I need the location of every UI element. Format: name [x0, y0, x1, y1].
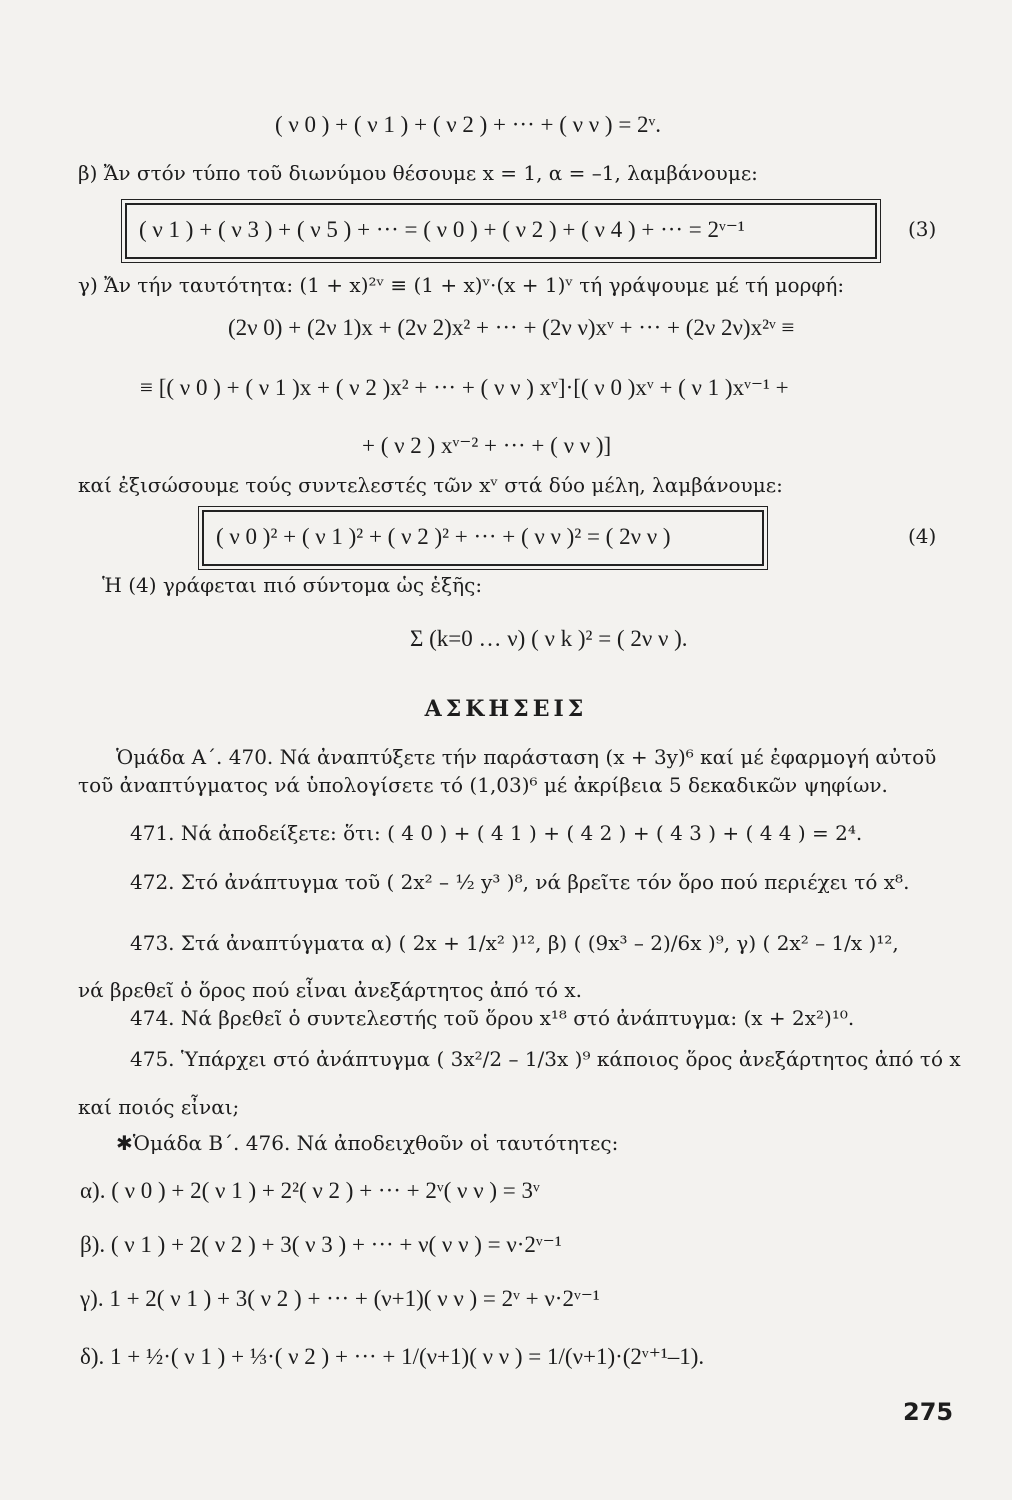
ex-472: 472. Στό ἀνάπτυγμα τοῦ ( 2x² – ½ y³ )⁸, νά βρεῖτε τόν ὅρο πού περιέχει τό x⁸.: [130, 870, 910, 894]
box-4: [202, 510, 764, 566]
ex-471: 471. Νά ἀποδείξετε: ὅτι: ( 4 0 ) + ( 4 1 ) + ( 4 2 ) + ( 4 3 ) + ( 4 4 ) = 2⁴.: [130, 821, 863, 845]
gamma-intro: γ) Ἄν τήν ταυτότητα: (1 + x)²ᵛ ≡ (1 + x)ᵛ·(x + 1)ᵛ τή γράψουμε μέ τή μορφή:: [78, 273, 845, 297]
eq-sigma: Σ (k=0 … ν) ( ν k )² = ( 2ν ν ).: [410, 626, 688, 651]
ex-475: 475. Ὑπάρχει στό ἀνάπτυγμα ( 3x²/2 – 1/3x )⁹ κάποιος ὅρος ἀνεξάρτητος ἀπό τό x: [130, 1047, 961, 1071]
ex-470b: τοῦ ἀναπτύγματος νά ὑπολογίσετε τό (1,03)⁶ μέ ἀκρίβεια 5 δεκαδικῶν ψηφίων.: [78, 773, 888, 797]
eq-expand-2: ≡ [( ν 0 ) + ( ν 1 )x + ( ν 2 )x² + ··· + ( ν ν ) xᵛ]·[( ν 0 )xᵛ + ( ν 1 )xᵛ⁻¹ +: [140, 375, 789, 400]
page-number: 275: [903, 1398, 954, 1426]
ex-473: 473. Στά ἀναπτύγματα α) ( 2x + 1/x² )¹², β) ( (9x³ – 2)/6x )⁹, γ) ( 2x² – 1/x )¹²,: [130, 931, 899, 955]
eq-expand-1: (2ν 0) + (2ν 1)x + (2ν 2)x² + ··· + (2ν ν)xᵛ + ··· + (2ν 2ν)x²ᵛ ≡: [228, 315, 795, 340]
box-3-number: (3): [908, 217, 937, 241]
id-beta: β). ( ν 1 ) + 2( ν 2 ) + 3( ν 3 ) + ··· + ν( ν ν ) = ν·2ᵛ⁻¹: [80, 1232, 562, 1257]
beta-intro: β) Ἄν στόν τύπο τοῦ διωνύμου θέσουμε x = 1, α = –1, λαμβάνουμε:: [78, 161, 758, 185]
ex-474: 474. Νά βρεθεῖ ὁ συντελεστής τοῦ ὅρου x¹⁸ στό ἀνάπτυγμα: (x + 2x²)¹⁰.: [130, 1006, 855, 1030]
coef-intro: καί ἐξισώσουμε τούς συντελεστές τῶν xᵛ στά δύο μέλη, λαμβάνουμε:: [78, 473, 783, 497]
box-3-equation: ( ν 1 ) + ( ν 3 ) + ( ν 5 ) + ··· = ( ν 0 ) + ( ν 2 ) + ( ν 4 ) + ··· = 2ᵛ⁻¹: [139, 217, 745, 242]
ex-470a: Ὁμάδα Α΄. 470. Νά ἀναπτύξετε τήν παράσταση (x + 3y)⁶ καί μέ ἐφαρμογή αὐτοῦ: [116, 745, 937, 769]
ex-476: ✱Ὁμάδα Β΄. 476. Νά ἀποδειχθοῦν οἱ ταυτότητες:: [116, 1131, 619, 1155]
id-delta: δ). 1 + ½·( ν 1 ) + ⅓·( ν 2 ) + ··· + 1/(ν+1)( ν ν ) = 1/(ν+1)·(2ᵛ⁺¹–1).: [80, 1344, 705, 1369]
ex-475b: καί ποιός εἶναι;: [78, 1095, 240, 1119]
ex-473b: νά βρεθεῖ ὁ ὅρος πού εἶναι ἀνεξάρτητος ἀπό τό x.: [78, 978, 583, 1002]
eq-expand-3: + ( ν 2 ) xᵛ⁻² + ··· + ( ν ν )]: [362, 433, 612, 458]
id-gamma: γ). 1 + 2( ν 1 ) + 3( ν 2 ) + ··· + (ν+1)( ν ν ) = 2ᵛ + ν·2ᵛ⁻¹: [80, 1286, 600, 1311]
section-heading: ΑΣΚΗΣΕΙΣ: [424, 696, 588, 722]
box-3: [125, 203, 877, 259]
box-4-number: (4): [908, 524, 937, 548]
box-4-equation: ( ν 0 )² + ( ν 1 )² + ( ν 2 )² + ··· + ( ν ν )² = ( 2ν ν ): [216, 524, 671, 549]
eq-sum: ( ν 0 ) + ( ν 1 ) + ( ν 2 ) + ··· + ( ν ν ) = 2ᵛ.: [274, 112, 662, 137]
short-form: Ἡ (4) γράφεται πιό σύντομα ὡς ἑξῆς:: [102, 573, 483, 597]
id-alpha: α). ( ν 0 ) + 2( ν 1 ) + 2²( ν 2 ) + ··· + 2ᵛ( ν ν ) = 3ᵛ: [80, 1178, 540, 1203]
